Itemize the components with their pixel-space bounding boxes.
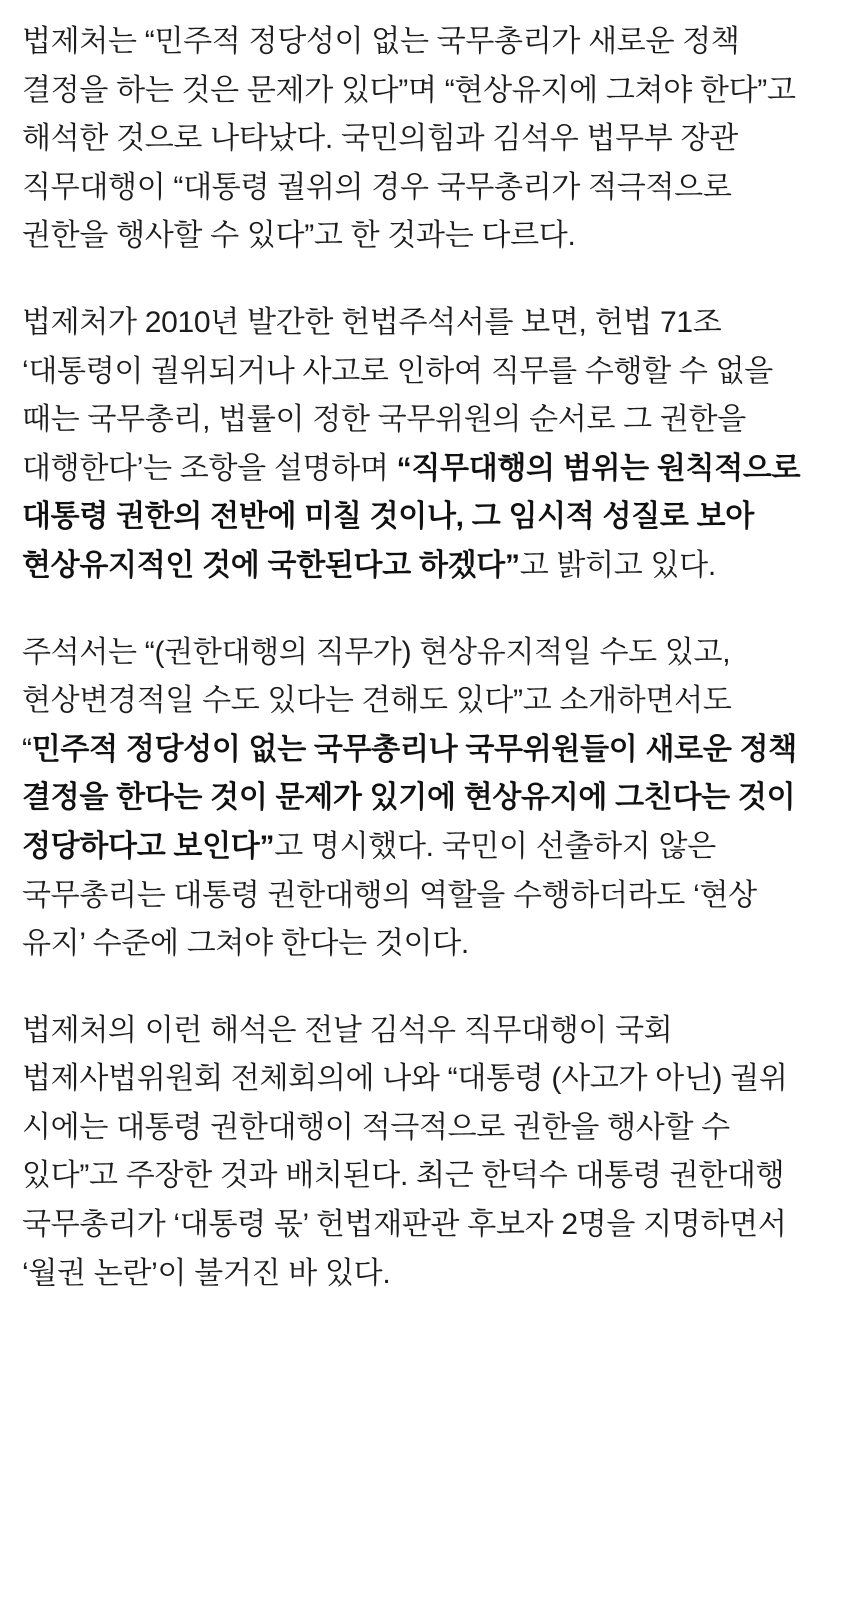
article-paragraph: 법제처는 “민주적 정당성이 없는 국무총리가 새로운 정책 결정을 하는 것은 문제가 있다”며 “현상유지에 그쳐야 한다”고 해석한 것으로 나타났다. 국민의힘과 김석우 법무부 장관 직무대행이 “대통령 궐위의 경우 국무총리가 적극적으로 권한을 행사할 수 있다”고 한 것과는 다르다. [22, 25, 796, 253]
article-paragraph: 주석서는 “(권한대행의 직무가) 현상유지적일 수도 있고, 현상변경적일 수도 있다는 견해도 있다”고 소개하면서도 “민주적 정당성이 없는 국무총리나 국무위원들이 새로운 정책 결정을 한다는 것이 문제가 있기에 현상유지에 그친다는 것이 정당하다고 보인다”고 명시했다. 국민이 선출하지 않은 국무총리는 대통령 권한대행의 역할을 수행하더라도 ‘현상 유지’ 수준에 그쳐야 한다는 것이다. [22, 635, 797, 961]
emphasized-quote: 민주적 정당성이 없는 국무총리나 국무위원들이 새로운 정책 결정을 한다는 것이 문제가 있기에 현상유지에 그친다는 것이 정당하다고 보인다” [22, 732, 797, 863]
emphasized-quote: “직무대행의 범위는 원칙적으로 대통령 권한의 전반에 미칠 것이나, 그 임시적 성질로 보아 현상유지적인 것에 국한된다고 하겠다” [22, 451, 801, 582]
article-paragraph: 법제처의 이런 해석은 전날 김석우 직무대행이 국회 법제사법위원회 전체회의에 나와 “대통령 (사고가 아닌) 궐위 시에는 대통령 권한대행이 적극적으로 권한을 행사할 수 있다”고 주장한 것과 배치된다. 최근 한덕수 대통령 권한대행 국무총리가 ‘대통령 몫’ 헌법재판관 후보자 2명을 지명하면서 ‘월권 논란’이 불거진 바 있다. [22, 1013, 788, 1290]
article-paragraph: 법제처가 2010년 발간한 헌법주석서를 보면, 헌법 71조 ‘대통령이 궐위되거나 사고로 인하여 직무를 수행할 수 없을 때는 국무총리, 법률이 정한 국무위원의 순서로 그 권한을 대행한다’는 조항을 설명하며 “직무대행의 범위는 원칙적으로 대통령 권한의 전반에 미칠 것이나, 그 임시적 성질로 보아 현상유지적인 것에 국한된다고 하겠다”고 밝히고 있다. [22, 305, 801, 582]
